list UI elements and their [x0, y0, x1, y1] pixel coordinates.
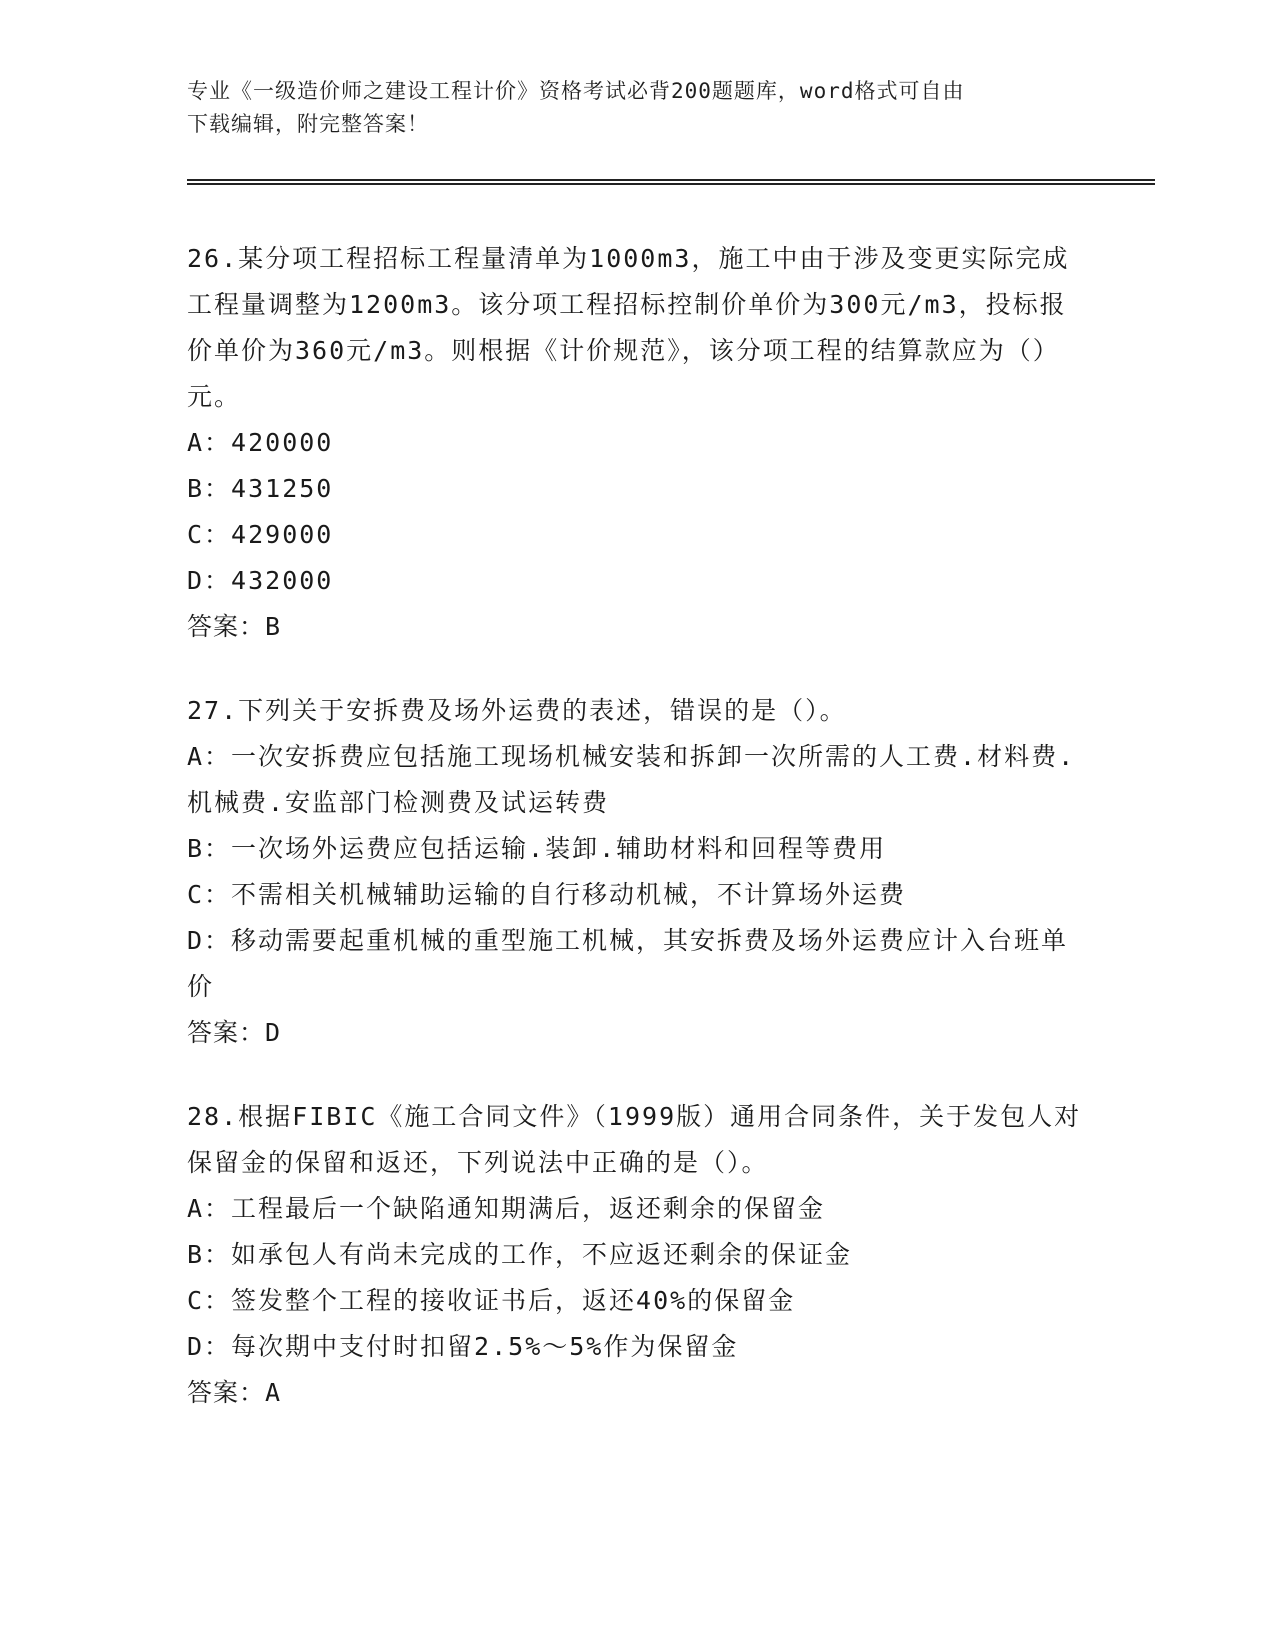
header-line-2: 下载编辑，附完整答案！: [187, 112, 429, 136]
option-a: A：工程最后一个缺陷通知期满后，返还剩余的保留金: [187, 1194, 826, 1223]
question-stem: 28.根据FIBIC《施工合同文件》（1999版）通用合同条件，关于发包人对保留金的保留和返还，下列说法中正确的是（）。: [187, 1102, 1082, 1177]
option-c: C：不需相关机械辅助运输的自行移动机械，不计算场外运费: [187, 880, 907, 909]
option-c: C：签发整个工程的接收证书后，返还40%的保留金: [187, 1286, 796, 1315]
answer-label: 答案：: [187, 1018, 266, 1047]
answer-label: 答案：: [187, 1378, 266, 1407]
answer-value: A: [265, 1378, 282, 1407]
answer-line: [187, 1010, 1087, 1056]
option-b: B：如承包人有尚未完成的工作，不应返还剩余的保证金: [187, 1240, 853, 1269]
option-d: D：每次期中支付时扣留2.5%～5%作为保留金: [187, 1332, 739, 1361]
answer-line: [187, 1370, 1087, 1416]
question-26: [187, 236, 1087, 650]
answer-line: [187, 604, 1087, 650]
answer-value: B: [265, 612, 282, 641]
option-b: B：431250: [187, 474, 334, 503]
answer-value: D: [265, 1018, 282, 1047]
question-28: [187, 1094, 1087, 1416]
option-a: A：一次安拆费应包括施工现场机械安装和拆卸一次所需的人工费.材料费.机械费.安监部门检测费及试运转费: [187, 742, 1076, 817]
page-header: [187, 75, 1087, 141]
option-c: C：429000: [187, 520, 334, 549]
option-b: B：一次场外运费应包括运输.装卸.辅助材料和回程等费用: [187, 834, 887, 863]
question-stem: 26.某分项工程招标工程量清单为1000m3，施工中由于涉及变更实际完成工程量调整为1200m3。该分项工程招标控制价单价为300元/m3，投标报价单价为360元/m3。则根据《计价规范》，该分项工程的结算款应为（）元。: [187, 244, 1070, 411]
header-line-1: 专业《一级造价师之建设工程计价》资格考试必背200题题库，word格式可自由: [187, 79, 965, 103]
option-a: A：420000: [187, 428, 334, 457]
header-divider: [187, 179, 1155, 185]
option-d: D：432000: [187, 566, 334, 595]
answer-label: 答案：: [187, 612, 266, 641]
question-stem: 27.下列关于安拆费及场外运费的表述，错误的是（）。: [187, 696, 847, 725]
question-27: [187, 688, 1087, 1056]
option-d: D：移动需要起重机械的重型施工机械，其安拆费及场外运费应计入台班单价: [187, 926, 1069, 1001]
question-list: [187, 236, 1087, 1454]
